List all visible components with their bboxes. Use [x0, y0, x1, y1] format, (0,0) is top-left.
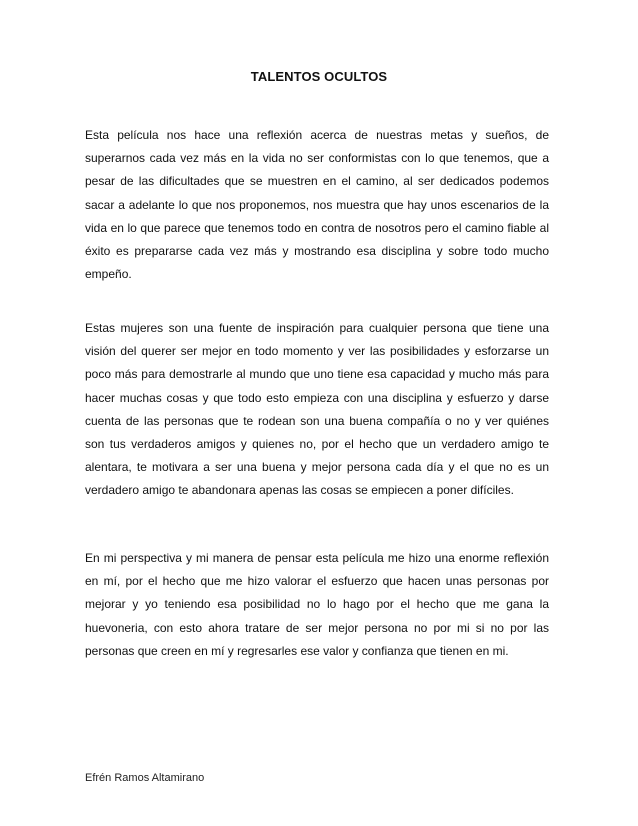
paragraph-2: Estas mujeres son una fuente de inspiración para cualquier persona que tiene una visión del querer ser mejor en todo momento y ver las posibilidades y esforzarse un poco más para demostrarle al mundo que uno tiene esa capacidad y mucho más para hacer muchas cosas y que todo esto empieza con una disciplina y esfuerzo y darse cuenta de las personas que te rodean son una buena compañía o no y ver quiénes son tus verdaderos amigos y quienes no, por el hecho que un verdadero amigo te alentara, te motivara a ser una buena y mejor persona cada día y el que no es un verdadero amigo te abandonara apenas las cosas se empiecen a poner difíciles.: [85, 321, 549, 498]
paragraph-3: En mi perspectiva y mi manera de pensar esta película me hizo una enorme reflexión en mí, por el hecho que me hizo valorar el esfuerzo que hacen unas personas por mejorar y yo teniendo esa posibilidad no lo hago por el hecho que me gana la huevoneria, con esto ahora tratare de ser mejor persona no por mi si no por las personas que creen en mí y regresarles ese valor y confianza que tienen en mi.: [85, 551, 549, 658]
document-title: TALENTOS OCULTOS: [250, 69, 388, 84]
paragraph-1: Esta película nos hace una reflexión acerca de nuestras metas y sueños, de superarnos cada vez más en la vida no ser conformistas con lo que tenemos, que a pesar de las dificultades que se muestren en el camino, al ser dedicados podemos sacar a adelante lo que nos proponemos, nos muestra que hay unos escenarios de la vida en lo que parece que tenemos todo en contra de nosotros pero el camino fiable al éxito es prepararse cada vez más y mostrando esa disciplina y sobre todo mucho empeño.: [85, 128, 549, 282]
page-footer-author: Efrén Ramos Altamirano: [85, 772, 205, 784]
